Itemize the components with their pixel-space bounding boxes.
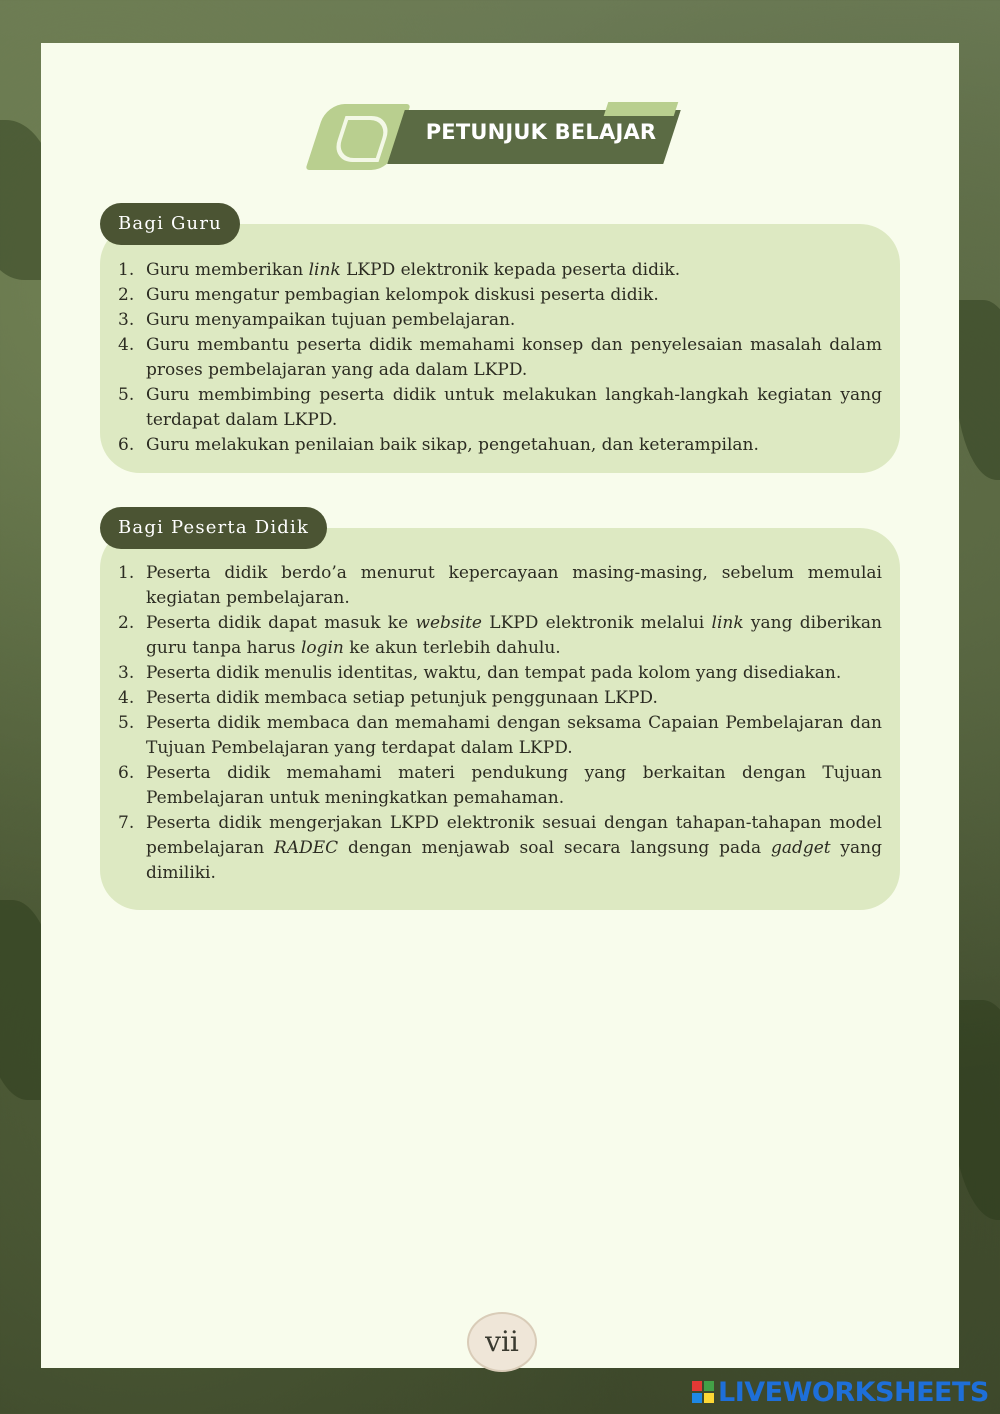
list-item xyxy=(118,686,882,711)
guru-instructions-box xyxy=(100,224,900,473)
logo-letter-block xyxy=(704,1381,714,1391)
list-item-number: 2. xyxy=(118,613,135,633)
list-item xyxy=(118,561,882,611)
siswa-instruction-list xyxy=(118,561,882,886)
italic-term: website xyxy=(415,613,482,633)
list-item-text: Peserta didik menulis identitas, waktu, dan tempat pada kolom yang disediakan. xyxy=(146,663,842,683)
list-item-text: Peserta didik dapat masuk ke xyxy=(146,613,416,633)
list-item xyxy=(118,283,882,308)
list-item xyxy=(118,611,882,661)
list-item xyxy=(118,711,882,761)
liveworksheets-logo xyxy=(692,1376,989,1408)
italic-term: link xyxy=(308,260,341,280)
list-item-number: 7. xyxy=(118,813,135,833)
list-item-text: Peserta didik memahami materi pendukung yang berkaitan dengan Tujuan Pembelajaran untuk meningkatkan pemahaman. xyxy=(146,763,882,808)
list-item xyxy=(118,308,882,333)
background-foliage xyxy=(955,300,1000,480)
list-item-number: 3. xyxy=(118,663,135,683)
list-item xyxy=(118,811,882,886)
list-item-text: Guru membimbing peserta didik untuk melakukan langkah-langkah kegiatan yang terdapat dalam LKPD. xyxy=(146,385,882,430)
list-item-text: Peserta didik membaca dan memahami dengan seksama Capaian Pembelajaran dan Tujuan Pembelajaran yang terdapat dalam LKPD. xyxy=(146,713,882,758)
list-item-text: LKPD elektronik melalui xyxy=(482,613,712,633)
list-item-text: yang diberikan guru tanpa harus xyxy=(146,613,882,658)
list-item-number: 6. xyxy=(118,435,135,455)
list-item-text: Peserta didik berdo’a menurut kepercayaan masing-masing, sebelum memulai kegiatan pembelajaran. xyxy=(146,563,882,608)
list-item-text: ke akun terlebih dahulu. xyxy=(343,638,561,658)
list-item-text: Guru memberikan xyxy=(146,260,309,280)
list-item-number: 3. xyxy=(118,310,135,330)
title-banner xyxy=(316,102,686,172)
page-title: PETUNJUK BELAJAR xyxy=(425,120,657,144)
list-item-text: Guru melakukan penilaian baik sikap, pengetahuan, dan keterampilan. xyxy=(146,435,759,455)
list-item-number: 4. xyxy=(118,335,135,355)
italic-term: login xyxy=(300,638,344,658)
list-item-number: 2. xyxy=(118,285,135,305)
list-item-text: Peserta didik membaca setiap petunjuk penggunaan LKPD. xyxy=(146,688,658,708)
logo-blocks-icon xyxy=(692,1381,714,1403)
siswa-instructions-box xyxy=(100,528,900,910)
list-item xyxy=(118,433,882,458)
list-item-number: 4. xyxy=(118,688,135,708)
list-item-text: Peserta didik mengerjakan LKPD elektronik sesuai dengan tahapan-tahapan model pembelajaran xyxy=(146,813,882,858)
logo-letter-block xyxy=(692,1381,702,1391)
list-item xyxy=(118,383,882,433)
title-accent xyxy=(604,102,679,116)
italic-term: RADEC xyxy=(274,838,339,858)
guru-instruction-list xyxy=(118,258,882,458)
list-item-text: dengan menjawab soal secara langsung pada xyxy=(338,838,771,858)
watermark-text: LIVEWORKSHEETS xyxy=(718,1376,989,1408)
page-number: vii xyxy=(467,1312,537,1372)
italic-term: gadget xyxy=(770,838,831,858)
list-item xyxy=(118,661,882,686)
list-item-text: Guru mengatur pembagian kelompok diskusi peserta didik. xyxy=(146,285,659,305)
list-item-number: 1. xyxy=(118,260,135,280)
section-label-siswa: Bagi Peserta Didik xyxy=(100,507,327,549)
list-item-number: 6. xyxy=(118,763,135,783)
logo-letter-block xyxy=(692,1393,702,1403)
list-item-text: Guru menyampaikan tujuan pembelajaran. xyxy=(146,310,516,330)
italic-term: link xyxy=(711,613,744,633)
logo-letter-block xyxy=(704,1393,714,1403)
list-item-number: 1. xyxy=(118,563,135,583)
list-item-text: yang dimiliki. xyxy=(146,838,883,883)
list-item xyxy=(118,258,882,283)
list-item xyxy=(118,761,882,811)
list-item xyxy=(118,333,882,383)
list-item-text: LKPD elektronik kepada peserta didik. xyxy=(340,260,681,280)
list-item-text: Guru membantu peserta didik memahami konsep dan penyelesaian masalah dalam proses pembelajaran yang ada dalam LKPD. xyxy=(146,335,882,380)
section-label-guru: Bagi Guru xyxy=(100,203,240,245)
list-item-number: 5. xyxy=(118,713,135,733)
list-item-number: 5. xyxy=(118,385,135,405)
